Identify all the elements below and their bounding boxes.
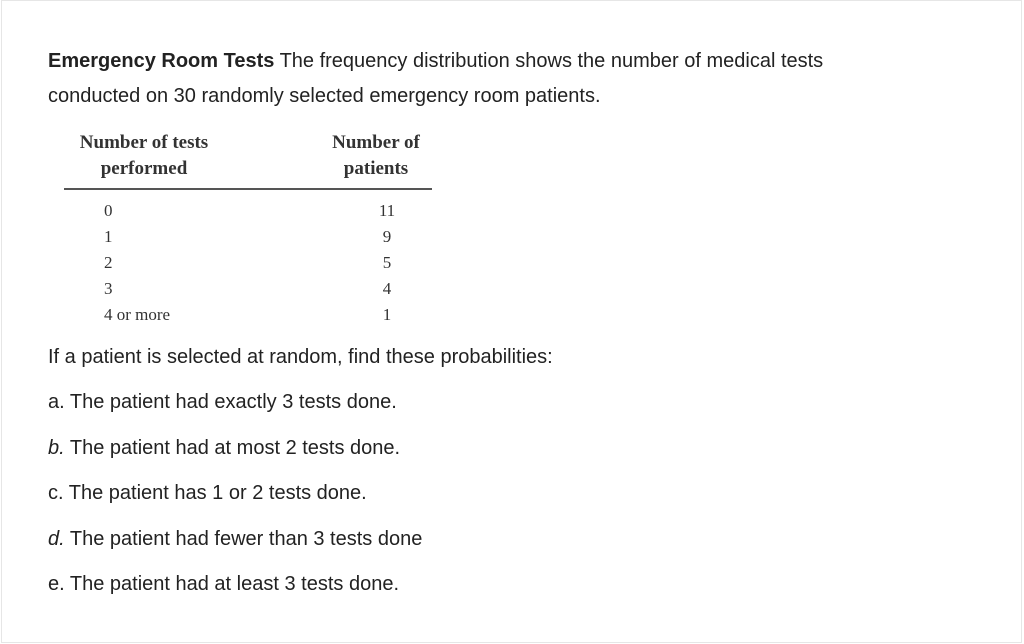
question-items bbox=[48, 387, 422, 615]
question-item-e bbox=[48, 569, 422, 615]
intro-text-1: The frequency distribution shows the number of medical tests bbox=[274, 50, 824, 72]
cell-tests: 4 or more bbox=[104, 305, 171, 324]
item-text: The patient has 1 or 2 tests done. bbox=[63, 482, 367, 504]
item-letter: c. bbox=[48, 482, 64, 504]
item-text: The patient had at most 2 tests done. bbox=[64, 436, 401, 459]
cell-tests: 3 bbox=[104, 279, 113, 298]
item-letter: b. bbox=[48, 436, 65, 459]
header-col1-line2: performed bbox=[100, 158, 188, 179]
frequency-table bbox=[64, 128, 432, 328]
cell-patients: 5 bbox=[382, 253, 392, 272]
item-letter: a. bbox=[48, 391, 65, 413]
header-col2-line1: Number of bbox=[332, 132, 420, 153]
cell-tests: 2 bbox=[104, 253, 113, 272]
header-col2-line2: patients bbox=[343, 158, 409, 179]
item-text: The patient had fewer than 3 tests done bbox=[64, 527, 423, 550]
cell-patients: 4 bbox=[382, 279, 392, 298]
table-row bbox=[64, 276, 432, 302]
item-text: The patient had at least 3 tests done. bbox=[64, 573, 399, 595]
cell-tests: 1 bbox=[104, 227, 113, 246]
item-letter: e. bbox=[48, 573, 65, 595]
problem-intro bbox=[48, 44, 948, 114]
item-text: The patient had exactly 3 tests done. bbox=[64, 391, 397, 413]
table-header bbox=[64, 128, 432, 190]
header-number-of-patients bbox=[320, 130, 432, 182]
header-col1-line1: Number of tests bbox=[79, 132, 209, 153]
table-row bbox=[64, 224, 432, 250]
intro-line-1 bbox=[48, 44, 948, 79]
table-row bbox=[64, 302, 432, 328]
cell-patients: 11 bbox=[378, 201, 396, 220]
table-body bbox=[64, 190, 432, 328]
problem-title: Emergency Room Tests bbox=[48, 50, 275, 72]
cell-patients: 9 bbox=[382, 227, 392, 246]
table-row bbox=[64, 250, 432, 276]
cell-patients: 1 bbox=[382, 305, 392, 324]
question-item-d bbox=[48, 524, 422, 570]
header-tests-performed bbox=[64, 130, 224, 182]
cell-tests: 0 bbox=[104, 201, 113, 220]
question-item-a bbox=[48, 387, 422, 433]
question-item-c bbox=[48, 478, 422, 524]
question-item-b bbox=[48, 433, 422, 479]
table-row bbox=[64, 198, 432, 224]
item-letter: d. bbox=[48, 527, 65, 550]
question-prompt: If a patient is selected at random, find these probabilities: bbox=[48, 346, 553, 368]
intro-line-2: conducted on 30 randomly selected emergency room patients. bbox=[48, 85, 601, 107]
